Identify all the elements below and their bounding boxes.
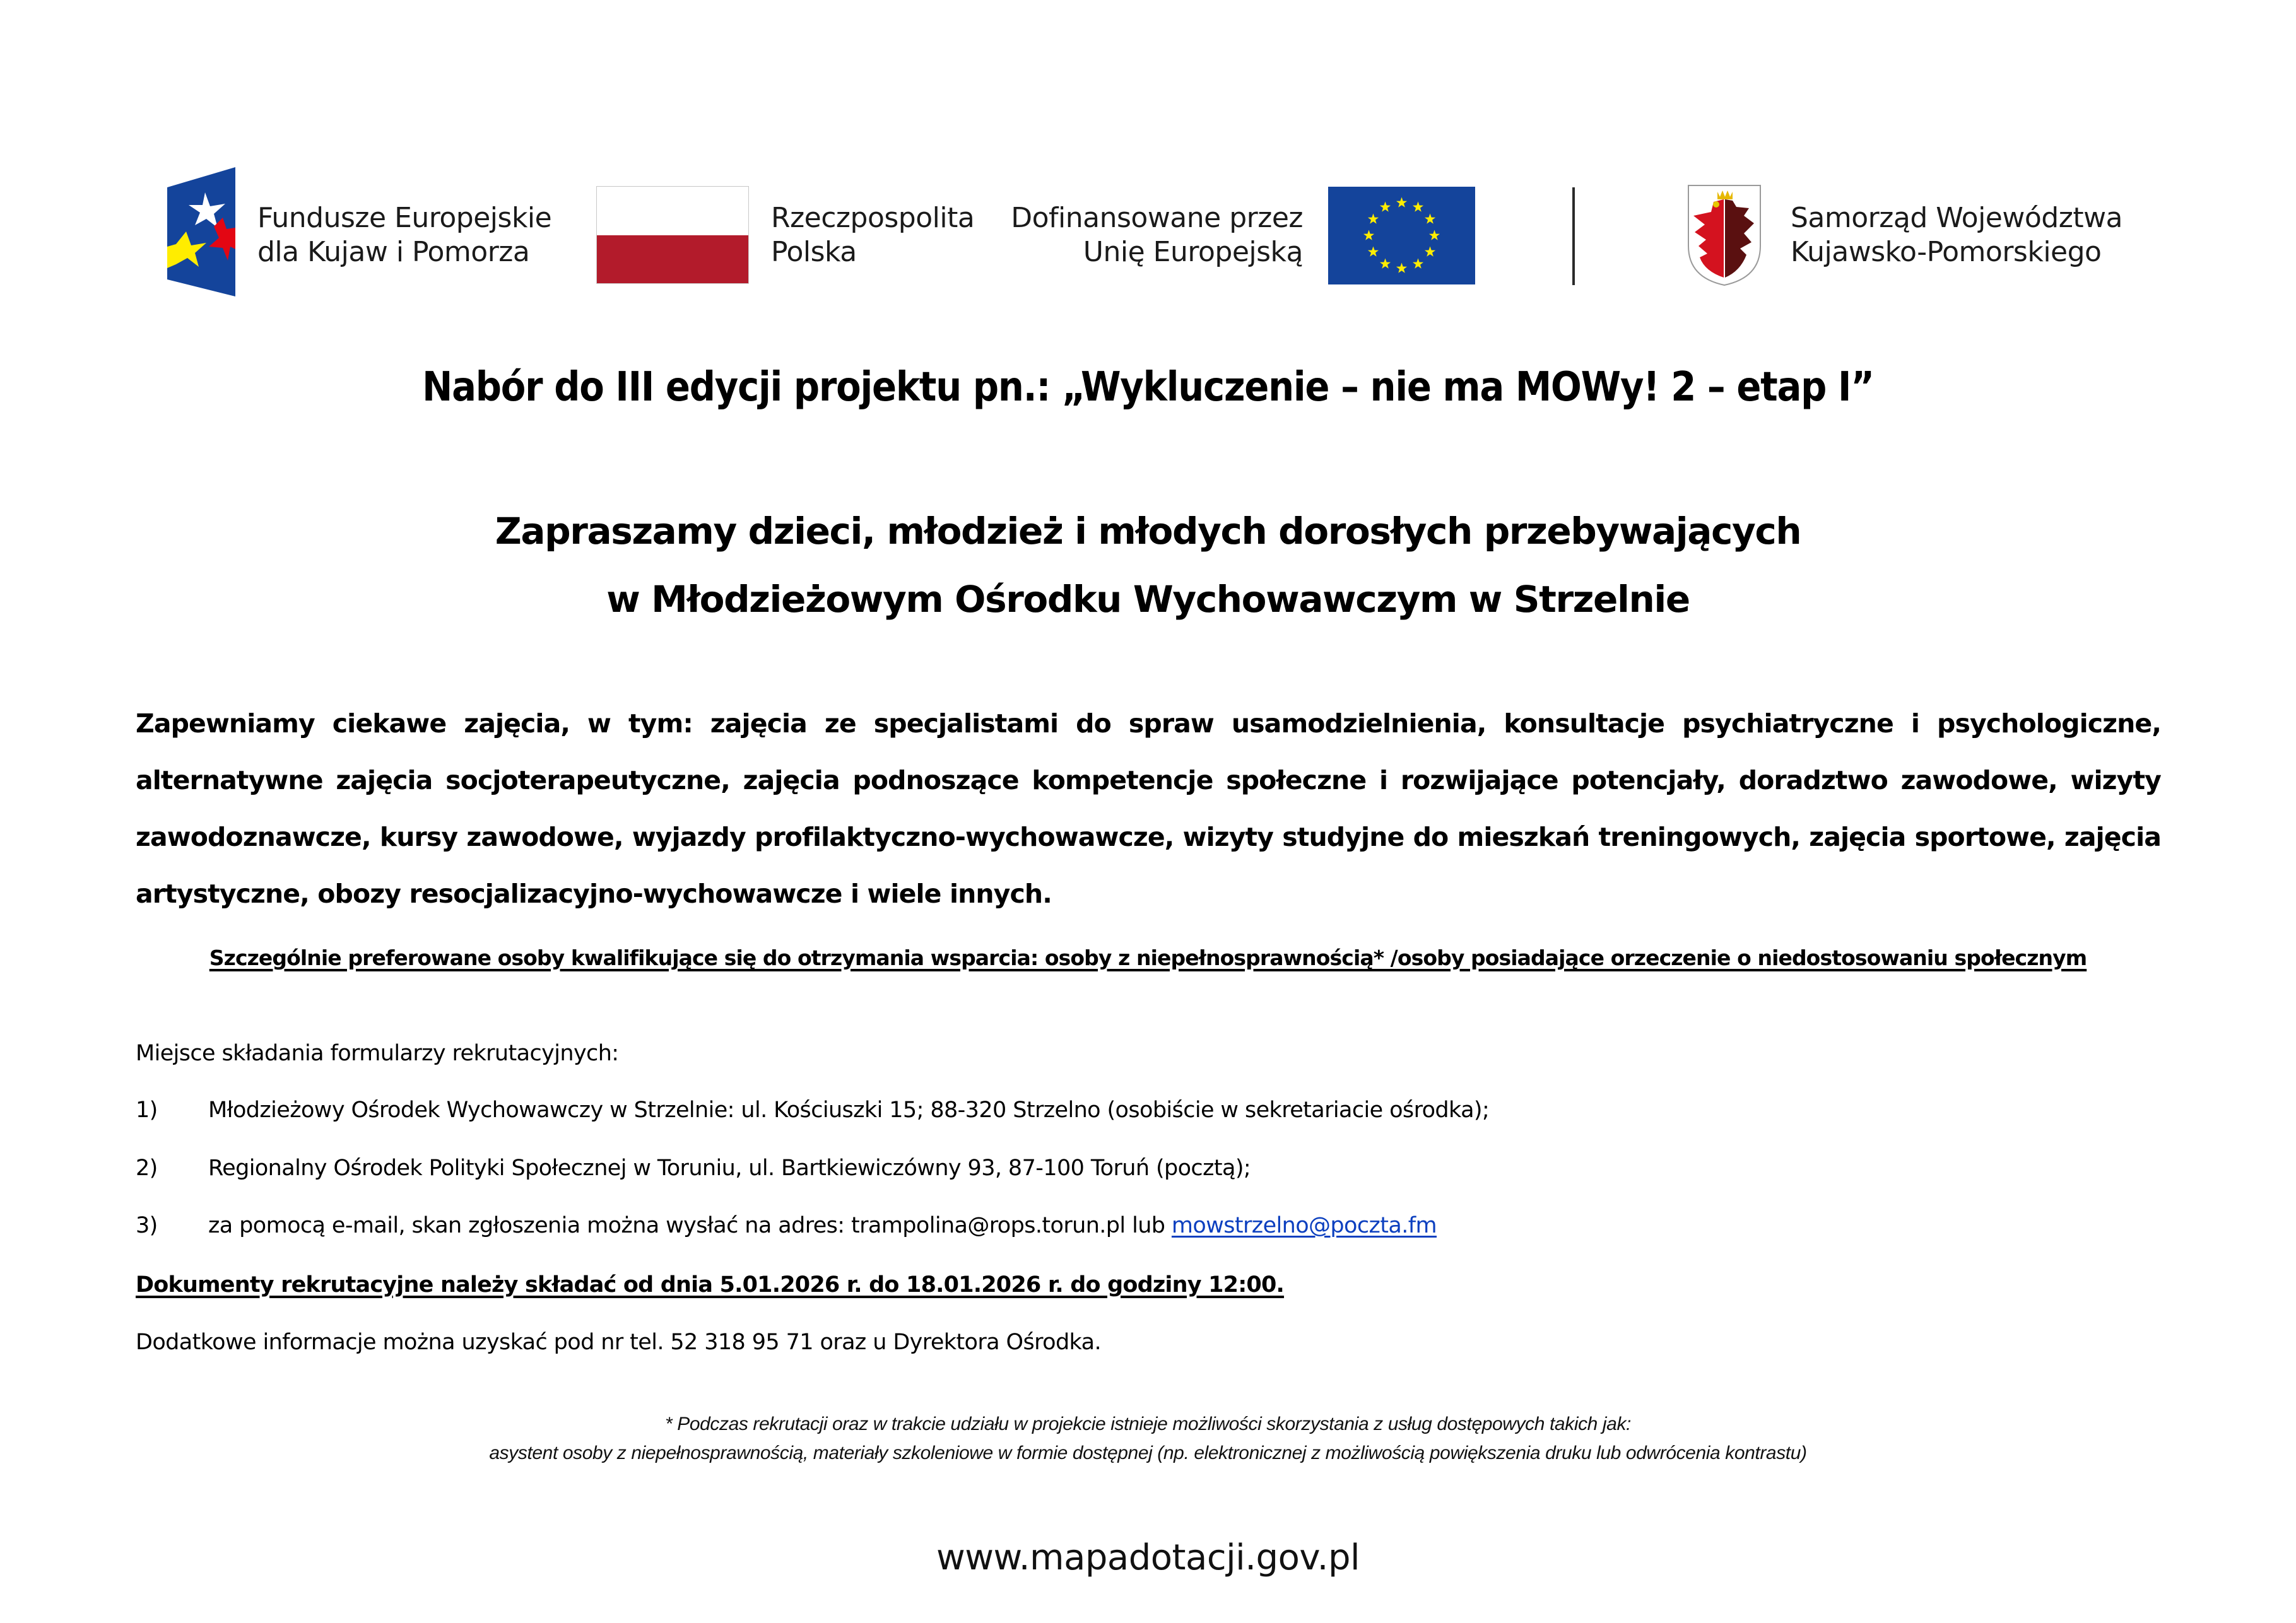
places-label: Miejsce składania formularzy rekrutacyjnych: xyxy=(136,1041,619,1066)
eu-star-icon xyxy=(1425,214,1435,224)
list-item: Młodzieżowy Ośrodek Wychowawczy w Strzelnie: ul. Kościuszki 15; 88-320 Strzelno (osobiście w sekretariacie ośrodka); xyxy=(208,1098,1490,1123)
pl-logo-line1: Rzeczpospolita xyxy=(771,202,975,234)
list-item xyxy=(208,1210,1437,1241)
region-logo-line2: Kujawsko-Pomorskiego xyxy=(1791,236,2102,268)
region-logo-line1: Samorząd Województwa xyxy=(1791,202,2123,234)
fe-logo-line2: dla Kujaw i Pomorza xyxy=(257,236,530,268)
subtitle-line2: w Młodzieżowym Ośrodku Wychowawczym w Strzelnie xyxy=(606,578,1690,621)
eu-star-icon xyxy=(1425,247,1435,257)
page-title: Nabór do III edycji projektu pn.: „Wykluczenie – nie ma MOWy! 2 – etap I” xyxy=(422,364,1874,411)
eu-logo-line1: Dofinansowane przez xyxy=(1011,202,1303,234)
subtitle-line1: Zapraszamy dzieci, młodzież i młodych dorosłych przebywających xyxy=(495,510,1801,553)
eu-star-icon xyxy=(1380,201,1391,211)
fundusze-europejskie-logo-icon xyxy=(167,167,235,296)
footnote-line2: asystent osoby z niepełnosprawnością, materiały szkoleniowe w formie dostępnej (np. elektronicznej z możliwością powiększenia druku lub odwrócenia kontrastu) xyxy=(489,1443,1807,1463)
coat-of-arms-icon xyxy=(1686,183,1763,287)
eu-star-icon xyxy=(1429,230,1440,240)
list-number: 3) xyxy=(136,1213,158,1238)
eu-star-icon xyxy=(1413,201,1423,211)
list-item: Regionalny Ośrodek Polityki Społecznej w Toruniu, ul. Bartkiewiczówny 93, 87-100 Toruń (pocztą); xyxy=(208,1156,1251,1181)
eu-star-icon xyxy=(1380,259,1391,269)
eu-star-icon xyxy=(1363,230,1374,240)
eu-star-icon xyxy=(1413,259,1423,269)
preference-note: Szczególnie preferowane osoby kwalifikujące się do otrzymania wsparcia: osoby z niepełnosprawnością* /osoby posiadające orzeczenie o niedostosowaniu społecznym xyxy=(209,946,2087,970)
contact-info: Dodatkowe informacje można uzyskać pod nr tel. 52 318 95 71 oraz u Dyrektora Ośrodka. xyxy=(136,1330,1101,1355)
eu-star-icon xyxy=(1396,197,1407,208)
email-instructions: za pomocą e-mail, skan zgłoszenia można wysłać na adres: trampolina@rops.torun.pl lub xyxy=(208,1213,1172,1238)
eu-star-icon xyxy=(1396,263,1407,273)
email-link[interactable]: mowstrzelno@poczta.fm xyxy=(1171,1213,1437,1238)
eu-flag-icon xyxy=(1328,187,1475,284)
footnote-line1: * Podczas rekrutacji oraz w trakcie udziału w projekcie istnieje możliwości skorzystania z usług dostępowych takich jak: xyxy=(665,1414,1631,1434)
activities-paragraph: Zapewniamy ciekawe zajęcia, w tym: zajęcia ze specjalistami do spraw usamodzielnienia, konsultacje psychiatryczne i psychologiczne, alternatywne zajęcia socjoterapeutyczne, zajęcia podnoszące kompetencje społeczne i rozwijające potencjały, doradztwo zawodowe, wizyty zawodoznawcze, kursy zawodowe, wyjazdy profilaktyczno-wychowawcze, wizyty studyjne do mieszkań treningowych, zajęcia sportowe, zajęcia artystyczne, obozy resocjalizacyjno-wychowawcze i wiele innych. xyxy=(136,708,2161,909)
fe-logo-line1: Fundusze Europejskie xyxy=(257,202,552,234)
website-url[interactable]: www.mapadotacji.gov.pl xyxy=(936,1537,1360,1578)
polish-flag-icon xyxy=(596,186,749,284)
logo-separator xyxy=(1572,187,1575,285)
eu-logo-line2: Unię Europejską xyxy=(1083,236,1303,268)
deadline-note: Dokumenty rekrutacyjne należy składać od dnia 5.01.2026 r. do 18.01.2026 r. do godziny 12:00. xyxy=(136,1272,1285,1298)
pl-logo-line2: Polska xyxy=(771,236,857,268)
eu-star-icon xyxy=(1368,214,1379,224)
eu-star-icon xyxy=(1368,247,1379,257)
list-number: 1) xyxy=(136,1098,158,1123)
list-number: 2) xyxy=(136,1156,158,1181)
